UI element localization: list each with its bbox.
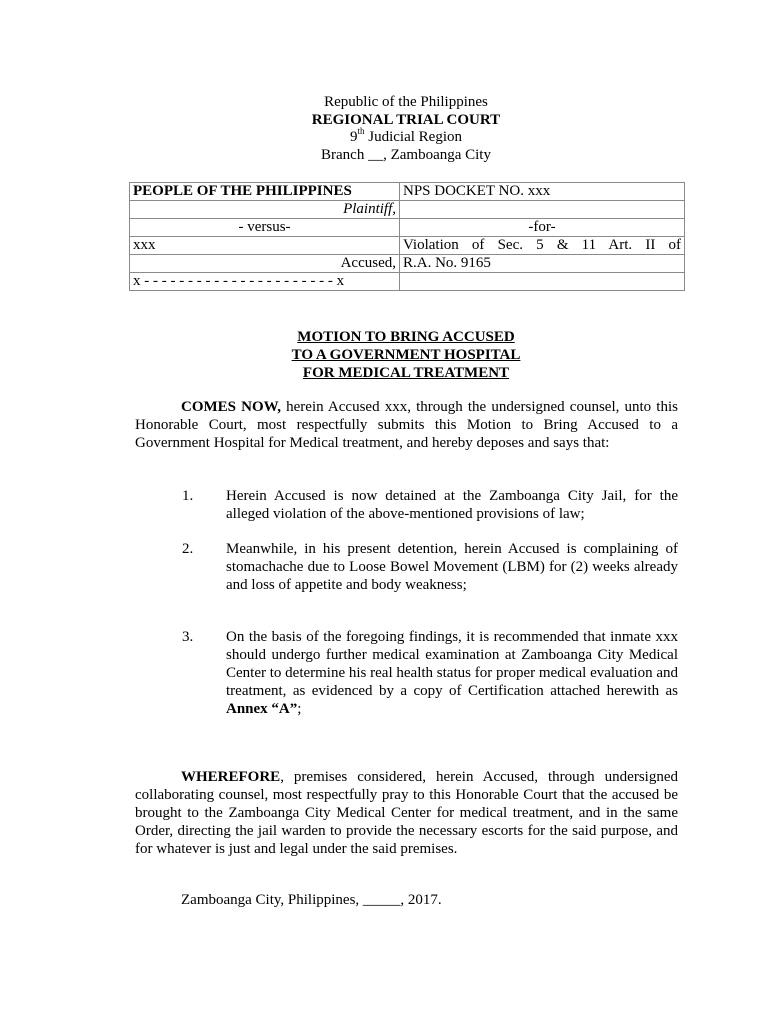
- item-end: ;: [297, 701, 302, 717]
- plaintiff-party: PEOPLE OF THE PHILIPPINES: [130, 183, 400, 201]
- place-date: Zamboanga City, Philippines, _____, 2017.: [181, 892, 442, 908]
- plaintiff-label: Plaintiff,: [130, 201, 400, 219]
- court-header: [0, 94, 768, 164]
- judicial-region: [0, 126, 768, 147]
- item-number: 1.: [182, 488, 194, 504]
- motion-title: [0, 328, 768, 382]
- annex-reference: Annex “A”: [226, 701, 298, 717]
- table-row: [130, 201, 685, 219]
- wherefore-lead: WHEREFORE: [181, 769, 281, 785]
- court-name: REGIONAL TRIAL COURT: [311, 111, 501, 128]
- table-row: [130, 255, 685, 273]
- closing-line: [135, 891, 678, 909]
- table-row: [130, 237, 685, 255]
- item-number: 3.: [182, 629, 194, 645]
- item-text: [226, 628, 678, 718]
- title-line-1: MOTION TO BRING ACCUSED: [297, 329, 515, 345]
- violation-cell-cont: R.A. No. 9165: [400, 255, 685, 273]
- item-body: On the basis of the foregoing findings, it is recommended that inmate xxx should undergo further medical examination at Zamboanga City Medical Center to determine his real health status for proper medical evaluation and treatment, as evidenced by a copy of Certification attached herewith as: [226, 629, 678, 699]
- intro-text: herein Accused xxx, through the undersigned counsel, unto this Honorable Court, most respectfully submits this Motion to Bring Accused to a Government Hospital for Medical treatment, and hereby deposes and says that:: [135, 399, 678, 451]
- item-text: Meanwhile, in his present detention, herein Accused is complaining of stomachache due to Loose Bowel Movement (LBM) for (2) weeks already and loss of appetite and body weakness;: [226, 541, 678, 593]
- empty-cell: [400, 201, 685, 219]
- table-row: [130, 183, 685, 201]
- caption-separator: x - - - - - - - - - - - - - - - - - - - - - - x: [130, 273, 400, 291]
- for-label: -for-: [400, 219, 685, 237]
- region-suffix: th: [357, 126, 365, 136]
- accused-name: xxx: [130, 237, 400, 255]
- region-number: 9: [349, 129, 358, 145]
- wherefore-paragraph: [135, 768, 678, 858]
- wherefore-text: , premises considered, herein Accused, through undersigned collaborating counsel, most respectfully pray to this Honorable Court that the accused be brought to the Zamboanga City Medical Center for medical treatment, and in the same Order, directing the jail warden to provide the necessary escorts for the said purpose, and for whatever is just and legal under the said premises.: [135, 769, 678, 857]
- comes-now-lead: COMES NOW,: [181, 399, 282, 415]
- item-number: 2.: [182, 541, 194, 557]
- accused-label: Accused,: [130, 255, 400, 273]
- republic-line: Republic of the Philippines: [324, 94, 488, 110]
- title-line-3: FOR MEDICAL TREATMENT: [302, 365, 510, 381]
- branch-line: Branch __, Zamboanga City: [321, 146, 491, 163]
- docket-number: NPS DOCKET NO. xxx: [400, 183, 685, 201]
- versus-label: - versus-: [130, 219, 400, 237]
- region-text: Judicial Region: [364, 129, 462, 145]
- item-text: Herein Accused is now detained at the Zamboanga City Jail, for the alleged violation of the above-mentioned provisions of law;: [226, 488, 678, 522]
- table-row: [130, 273, 685, 291]
- intro-paragraph: [135, 398, 678, 452]
- empty-cell: [400, 273, 685, 291]
- violation-cell: Violation of Sec. 5 & 11 Art. II of: [400, 237, 685, 255]
- case-caption-table: [129, 182, 685, 291]
- table-row: [130, 219, 685, 237]
- title-line-2: TO A GOVERNMENT HOSPITAL: [291, 347, 521, 363]
